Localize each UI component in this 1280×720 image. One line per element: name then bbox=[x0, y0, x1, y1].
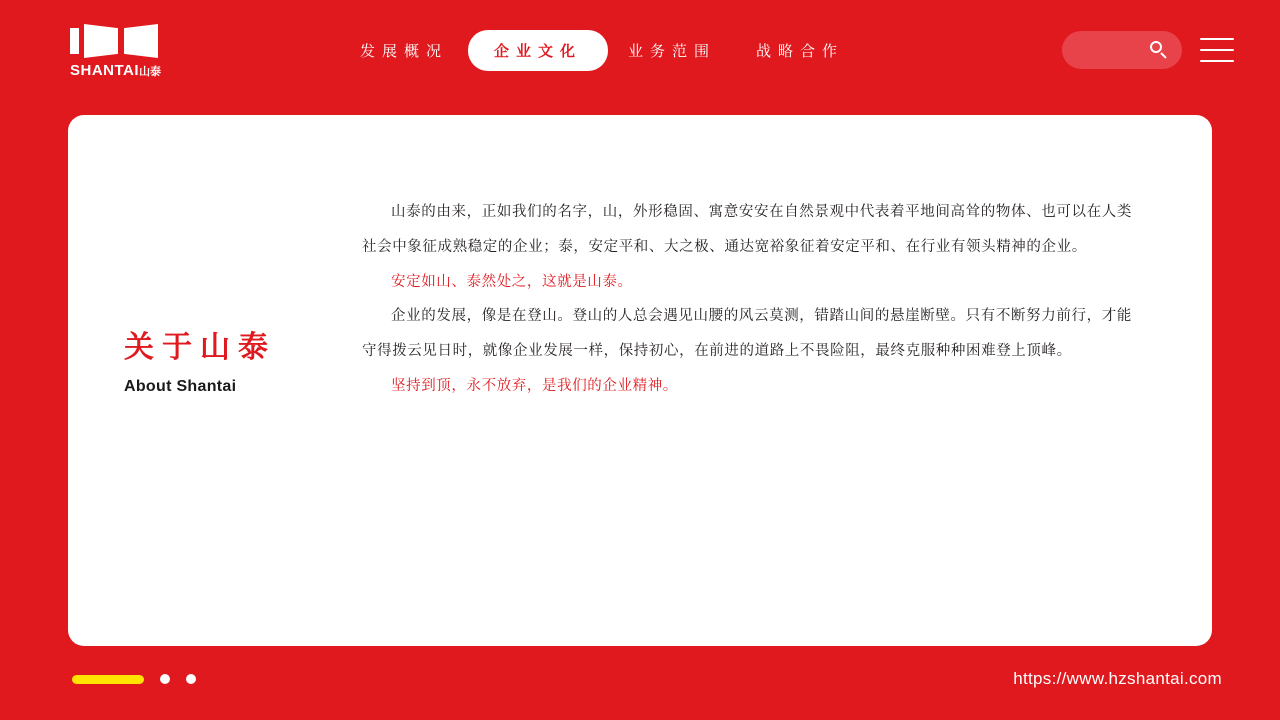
article-paragraph: 山泰的由来，正如我们的名字，山，外形稳固、寓意安安在自然景观中代表着平地间高耸的物体、也可以在人类社会中象征成熟稳定的企业；泰，安定平和、大之极、通达宽裕象征着安定平和、在行业有领头精神的企业。 bbox=[362, 204, 1132, 255]
nav-item-culture[interactable]: 企业文化 bbox=[468, 30, 608, 71]
search-box[interactable] bbox=[1062, 31, 1182, 69]
article-paragraph-highlight: 安定如山、泰然处之，这就是山泰。 bbox=[391, 273, 633, 290]
logo-name-cn: 山泰 bbox=[139, 66, 162, 78]
search-input[interactable] bbox=[1076, 43, 1150, 58]
logo[interactable] bbox=[70, 24, 180, 84]
carousel-pager bbox=[72, 674, 196, 684]
logo-name-en: SHANTAI bbox=[70, 62, 140, 79]
logo-wordmark bbox=[70, 62, 161, 79]
page-title-en: About Shantai bbox=[124, 378, 237, 395]
article-paragraph-highlight: 坚持到顶，永不放弃，是我们的企业精神。 bbox=[391, 377, 678, 394]
hamburger-menu-icon[interactable] bbox=[1200, 38, 1234, 62]
page-title-cn: 关于山泰 bbox=[124, 331, 276, 364]
article-paragraph: 企业的发展，像是在登山。登山的人总会遇见山腰的风云莫测，错踏山间的悬崖断壁。只有不断努力前行，才能守得拨云见日时，就像企业发展一样，保持初心，在前进的道路上不畏险阻，最终克服种种困难登上顶峰。 bbox=[362, 308, 1132, 360]
content-card bbox=[68, 115, 1212, 646]
carousel-dot-2[interactable] bbox=[160, 674, 170, 684]
nav-item-cooperation[interactable]: 战略合作 bbox=[756, 42, 845, 60]
logo-mark-icon bbox=[70, 24, 170, 58]
site-header bbox=[0, 0, 1280, 100]
carousel-dot-active[interactable] bbox=[72, 675, 144, 684]
search-icon[interactable] bbox=[1150, 41, 1168, 59]
nav-item-business[interactable]: 业务范围 bbox=[628, 42, 717, 60]
site-url[interactable]: https://www.hzshantai.com bbox=[1013, 669, 1222, 688]
carousel-dot-3[interactable] bbox=[186, 674, 196, 684]
nav-item-development[interactable]: 发展概况 bbox=[360, 42, 449, 60]
main-navigation bbox=[340, 30, 864, 70]
article-body bbox=[362, 195, 1132, 404]
